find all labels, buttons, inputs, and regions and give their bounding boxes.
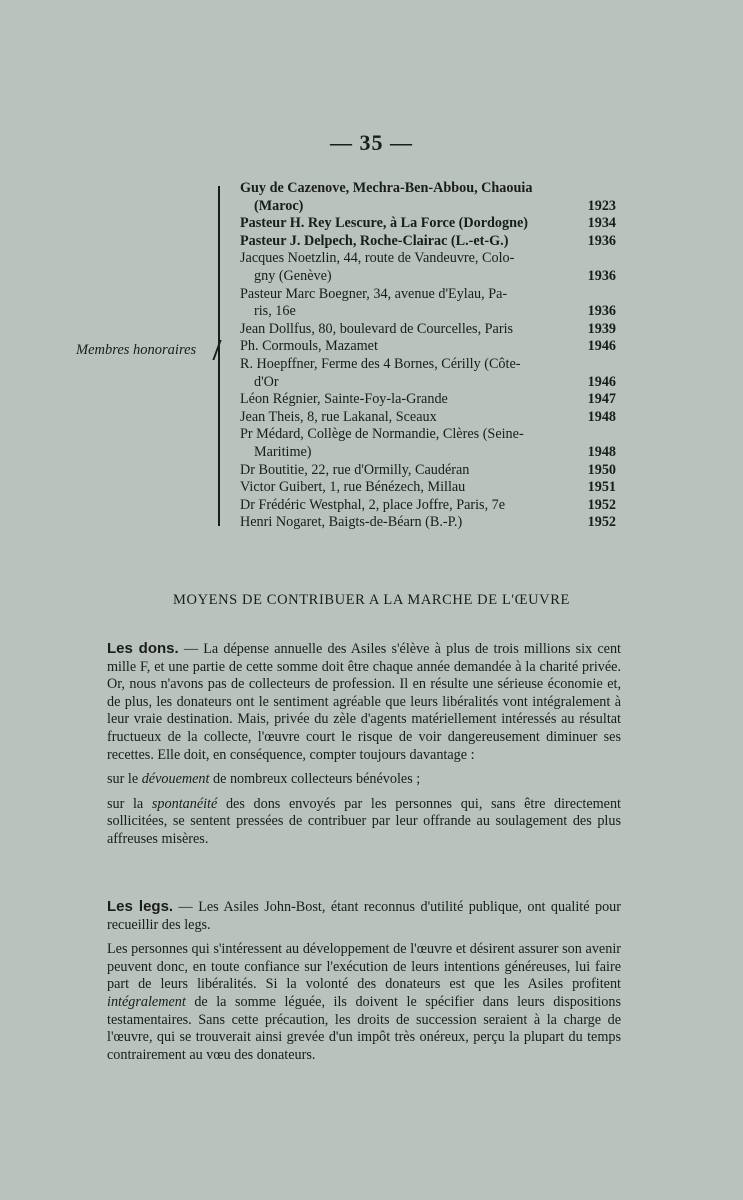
member-entry: [240, 409, 616, 427]
dons-item-2: [107, 796, 621, 849]
member-entry: [240, 338, 616, 356]
member-line-1: Ph. Cormouls, Mazamet: [240, 338, 378, 355]
member-year: 1948: [587, 443, 616, 460]
dons-heading: Les dons.: [107, 640, 179, 657]
member-line-1: Jacques Noetzlin, 44, route de Vandeuvre, Colo-: [240, 250, 515, 267]
dons-item-1: [107, 771, 621, 789]
member-entry: [240, 250, 616, 285]
member-year: 1952: [587, 496, 616, 513]
member-entry: [240, 180, 616, 215]
member-year: 1934: [587, 215, 616, 232]
members-list: [240, 180, 616, 532]
member-entry: [240, 356, 616, 391]
legs-text: — Les Asiles John-Bost, étant reconnus d'utilité publique, ont qualité pour recueillir des legs.: [107, 899, 621, 933]
member-line-1: Jean Theis, 8, rue Lakanal, Sceaux: [240, 408, 437, 425]
member-entry: [240, 426, 616, 461]
legs-p2-post: de la somme léguée, ils doivent le spécifier dans leurs dispositions testamentaires. Sans cette précaution, les droits de succession seraient à la charge de l'œuvre, qui se trouverait ainsi grevée d'un impôt très onéreux, perçu la plupart du temps contrairement au vœu des donateurs.: [107, 993, 621, 1063]
member-entry: [240, 391, 616, 409]
legs-paragraph: [107, 898, 621, 934]
member-entry: [240, 286, 616, 321]
legs-paragraph-2: [107, 941, 621, 1064]
member-year: 1950: [587, 461, 616, 478]
member-entry: [240, 497, 616, 515]
member-line-2: ris, 16e: [254, 303, 296, 320]
dons-paragraph: [107, 640, 621, 764]
member-year: 1936: [587, 232, 616, 249]
member-year: 1939: [587, 320, 616, 337]
member-year: 1946: [587, 338, 616, 355]
legs-p2-em: intégralement: [107, 993, 186, 1010]
member-year: 1948: [587, 408, 616, 425]
dons-item-1-post: de nombreux collecteurs bénévoles ;: [209, 771, 421, 788]
member-entry: [240, 321, 616, 339]
brace-tip: [212, 340, 229, 360]
member-line-1: Pr Médard, Collège de Normandie, Clères (Seine-: [240, 426, 524, 443]
member-entry: [240, 479, 616, 497]
member-line-1: Jean Dollfus, 80, boulevard de Courcelles, Paris: [240, 320, 514, 337]
member-line-1: Pasteur H. Rey Lescure, à La Force (Dordogne): [240, 215, 529, 232]
member-line-1: Guy de Cazenove, Mechra-Ben-Abbou, Chaouia: [240, 180, 533, 196]
member-line-2: gny (Genève): [254, 267, 332, 284]
member-year: 1936: [587, 303, 616, 320]
section-title: MOYENS DE CONTRIBUER A LA MARCHE DE L'ŒUVRE: [173, 592, 570, 608]
dons-section: [107, 640, 621, 856]
member-line-1: Léon Régnier, Sainte-Foy-la-Grande: [240, 391, 448, 408]
legs-section: [107, 898, 621, 1071]
members-label: Membres honoraires: [76, 342, 197, 358]
dons-item-2-pre: sur la: [107, 795, 152, 812]
dons-item-2-post: des dons envoyés par les personnes qui, sans être directement sollicitées, se sentent pressées de contribuer par leur offrande au soulagement des plus affreuses misères.: [107, 795, 621, 847]
member-line-1: Victor Guibert, 1, rue Bénézech, Millau: [240, 479, 466, 496]
member-line-1: Pasteur J. Delpech, Roche-Clairac (L.-et-G.): [240, 232, 509, 249]
member-line-1: Dr Boutitie, 22, rue d'Ormilly, Caudéran: [240, 461, 470, 478]
member-entry: [240, 462, 616, 480]
dons-item-2-em: spontanéité: [151, 795, 218, 812]
legs-p2-pre: Les personnes qui s'intéressent au développement de l'œuvre et désirent assurer son avenir peuvent donc, en toute confiance sur l'exécution de leurs intentions généreuses, lui faire part de leurs libéralités. Si la volonté des donateurs est que les Asiles profitent: [107, 941, 621, 993]
member-year: 1947: [587, 391, 616, 408]
page-number: — 35 —: [330, 130, 413, 155]
member-line-1: Dr Frédéric Westphal, 2, place Joffre, Paris, 7e: [240, 496, 506, 513]
member-year: 1936: [587, 267, 616, 284]
member-line-1: Pasteur Marc Boegner, 34, avenue d'Eylau, Pa-: [240, 285, 508, 302]
dons-text: — La dépense annuelle des Asiles s'élève à plus de trois millions six cent mille F, et une partie de cette somme doit être chaque année demandée à la charité privée. Or, nous n'avons pas de collecteurs de profession. Il en résulte une sérieuse économie et, de plus, les donateurs ont le sentiment agréable que leurs libéralités vont intégralement à leur vraie destination. Mais, privée du zèle d'agents matériellement intéressés au résultat fructueux de la collecte, l'œuvre court le risque de voir dangereusement diminuer ses recettes. Elle doit, en conséquence, compter toujours davantage :: [107, 641, 621, 763]
member-year: 1923: [587, 197, 616, 214]
member-year: 1952: [587, 514, 616, 531]
member-line-2: (Maroc): [254, 197, 304, 214]
member-line-2: Maritime): [254, 443, 312, 460]
member-year: 1951: [587, 479, 616, 496]
dons-item-1-pre: sur le: [107, 771, 142, 788]
member-entry: [240, 233, 616, 251]
dons-item-1-em: dévouement: [141, 771, 210, 788]
member-line-1: Henri Nogaret, Baigts-de-Béarn (B.-P.): [240, 514, 463, 531]
member-entry: [240, 215, 616, 233]
legs-heading: Les legs.: [107, 898, 174, 915]
member-line-2: d'Or: [254, 373, 279, 390]
member-entry: [240, 514, 616, 532]
member-year: 1946: [587, 373, 616, 390]
member-line-1: R. Hoepffner, Ferme des 4 Bornes, Cérilly (Côte-: [240, 355, 521, 372]
